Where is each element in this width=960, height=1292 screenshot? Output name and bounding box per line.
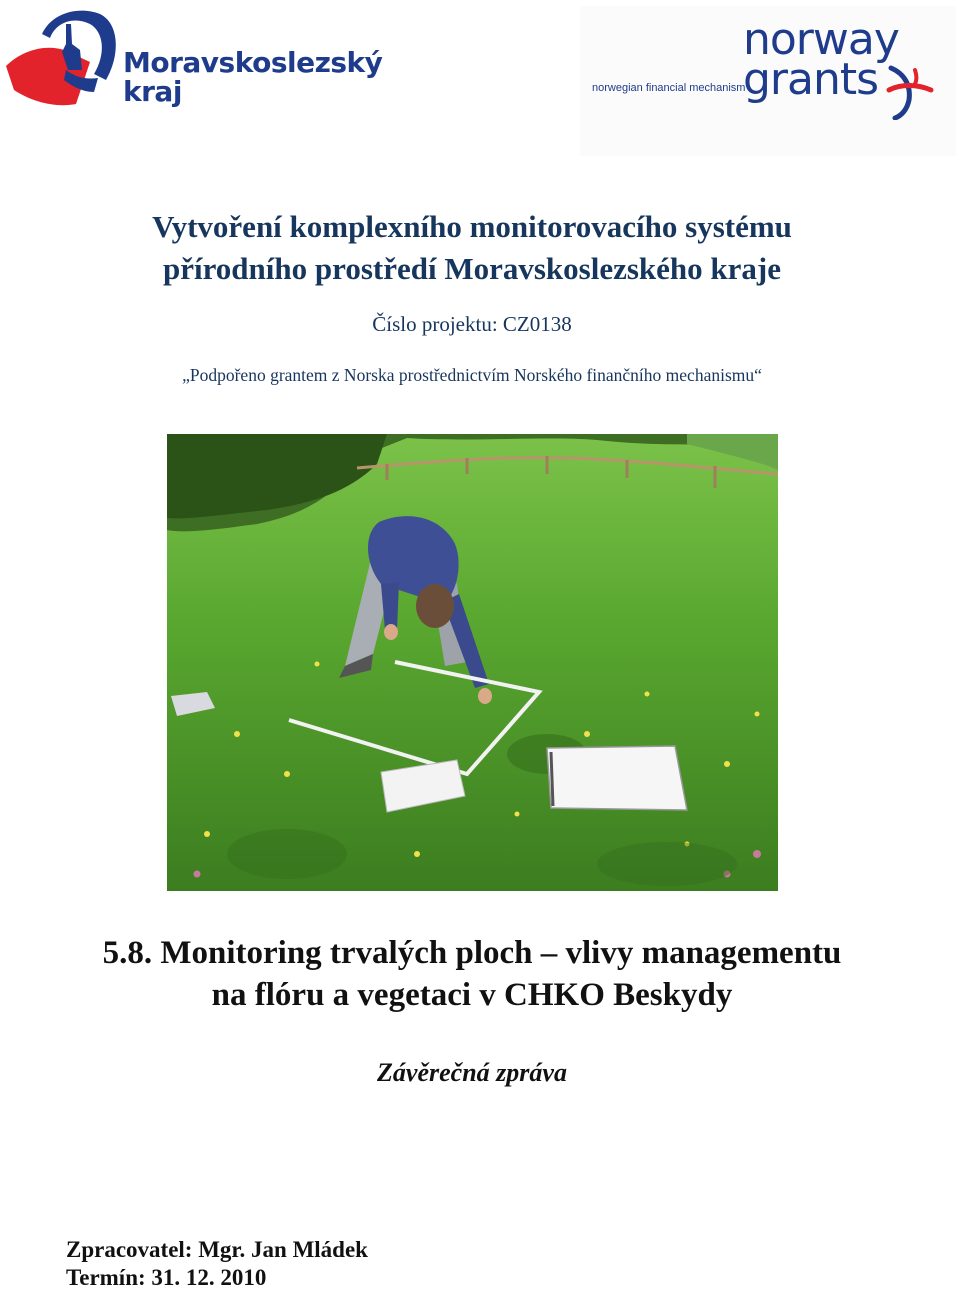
grant-note: „Podpořeno grantem z Norska prostřednictvím Norského finančního mechanismu“ — [182, 365, 762, 385]
norway-grants-line1: norway — [743, 14, 899, 65]
author: Zpracovatel: Mgr. Jan Mládek — [66, 1237, 368, 1262]
page-title-line1: Vytvoření komplexního monitorovacího systému — [152, 209, 792, 244]
norway-grants-line2: grants — [743, 54, 879, 105]
field-monitoring-illustration — [167, 434, 778, 891]
report-title-line1: 5.8. Monitoring trvalých ploch – vlivy managementu — [102, 935, 842, 971]
project-number: Číslo projektu: CZ0138 — [372, 312, 572, 336]
region-logo-line1: Moravskoslezský — [123, 46, 383, 79]
norway-grants-logo — [580, 6, 956, 156]
moravskoslezsky-kraj-emblem-icon — [2, 4, 120, 114]
report-title-line2: na flóru a vegetaci v CHKO Beskydy — [211, 977, 733, 1013]
report-kind: Závěrečná zpráva — [377, 1058, 567, 1087]
report-title — [0, 932, 944, 1016]
norway-grants-mark-icon — [885, 64, 935, 120]
field-monitoring-photo — [167, 434, 778, 891]
deadline: Termín: 31. 12. 2010 — [66, 1265, 267, 1290]
region-logo-wordmark — [123, 48, 382, 106]
region-logo-line2: kraj — [123, 75, 182, 108]
moravskoslezsky-kraj-logo — [0, 0, 383, 120]
footer-info — [66, 1236, 368, 1292]
page-title-line2: přírodního prostředí Moravskoslezského kraje — [162, 251, 781, 286]
norway-grants-subtitle: norwegian financial mechanism — [592, 82, 746, 94]
page-title — [0, 206, 944, 290]
norway-grants-wordmark — [743, 14, 899, 105]
